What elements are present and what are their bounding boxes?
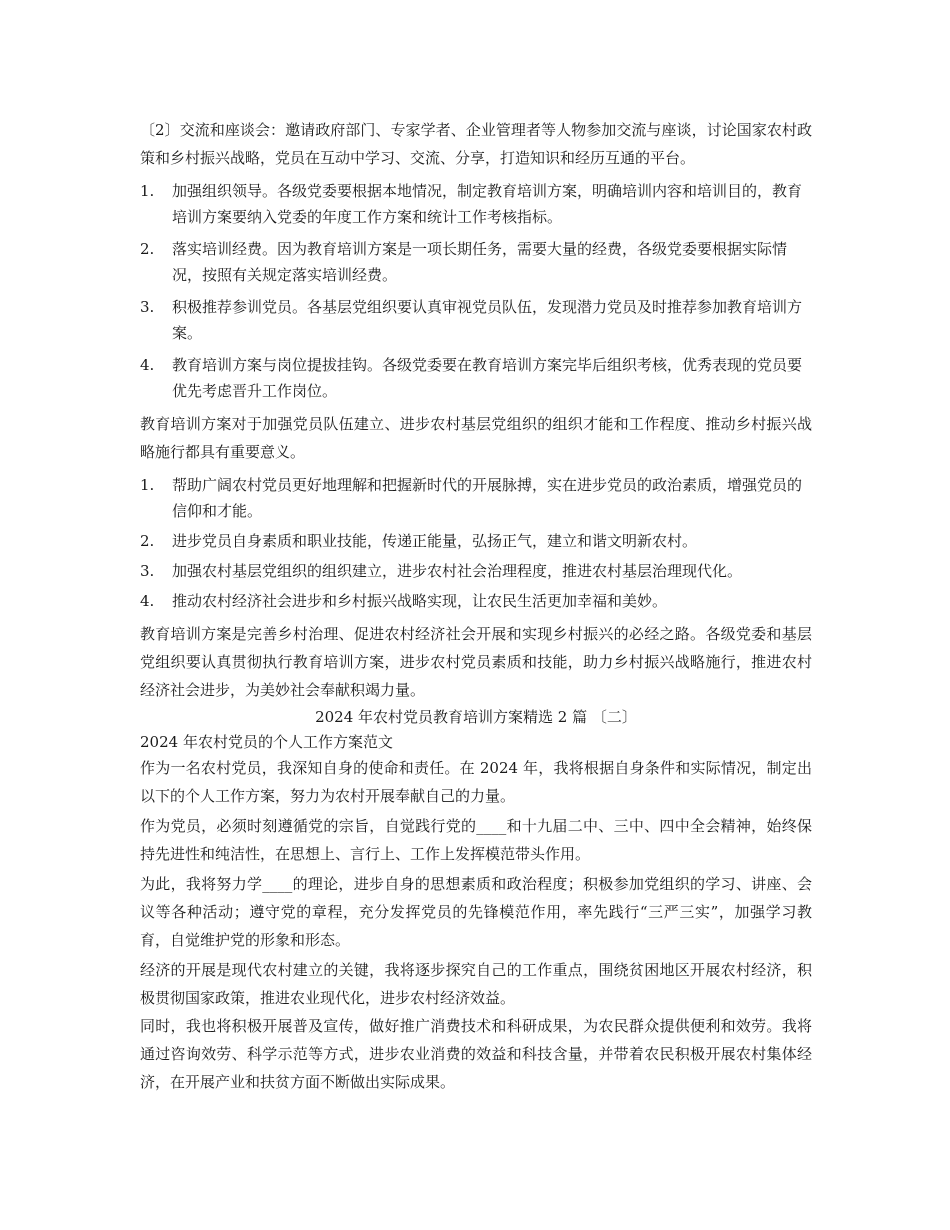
list-number: 1. bbox=[140, 476, 155, 494]
list-item-text: 积极推荐参训党员。各基层党组织要认真审视党员队伍，发现潜力党员及时推荐参加教育培训方案。 bbox=[172, 298, 803, 342]
list-item bbox=[140, 588, 812, 614]
body-paragraph: 经济的开展是现代农村建立的关键，我将逐步探究自己的工作重点，围绕贫困地区开展农村经济，积极贯彻国家政策，推进农业现代化，进步农村经济效益。 bbox=[140, 961, 812, 1007]
document-page bbox=[140, 116, 812, 1096]
list-number: 2. bbox=[140, 240, 155, 258]
body-paragraph: 作为党员，必须时刻遵循党的宗旨，自觉践行党的____和十九届二中、三中、四中全会精神，始终保持先进性和纯洁性，在思想上、言行上、工作上发挥模范带头作用。 bbox=[140, 817, 812, 863]
section-title: 2024 年农村党员教育培训方案精选 2 篇 〔二〕 bbox=[315, 708, 637, 726]
conclusion-paragraph: 教育培训方案是完善乡村治理、促进农村经济社会开展和实现乡村振兴的必经之路。各级党委和基层党组织要认真贯彻执行教育培训方案，进步农村党员素质和技能，助力乡村振兴战略施行，推进农村经济社会进步，为美妙社会奉献积竭力量。 bbox=[140, 625, 812, 699]
list-item-text: 加强农村基层党组织的组织建立，进步农村社会治理程度，推进农村基层治理现代化。 bbox=[172, 562, 743, 580]
list-item bbox=[140, 558, 812, 584]
list-item bbox=[140, 236, 812, 288]
list-item bbox=[140, 178, 812, 230]
list-number: 2. bbox=[140, 532, 155, 550]
list-number: 3. bbox=[140, 562, 155, 580]
list-item bbox=[140, 528, 812, 554]
significance-paragraph: 教育培训方案对于加强党员队伍建立、进步农村基层党组织的组织才能和工作程度、推动乡村振兴战略施行都具有重要意义。 bbox=[140, 415, 812, 461]
list-item-text: 推动农村经济社会进步和乡村振兴战略实现，让农民生活更加幸福和美妙。 bbox=[172, 592, 668, 610]
measures-list bbox=[140, 178, 812, 404]
list-item-text: 落实培训经费。因为教育培训方案是一项长期任务，需要大量的经费，各级党委要根据实际情况，按照有关规定落实培训经费。 bbox=[172, 240, 788, 284]
sub-heading: 2024 年农村党员的个人工作方案范文 bbox=[140, 733, 393, 751]
body-paragraph: 作为一名农村党员，我深知自身的使命和责任。在 2024 年，我将根据自身条件和实际情况，制定出以下的个人工作方案，努力为农村开展奉献自己的力量。 bbox=[140, 759, 812, 805]
list-item-text: 进步党员自身素质和职业技能，传递正能量，弘扬正气，建立和谐文明新农村。 bbox=[172, 532, 698, 550]
list-number: 4. bbox=[140, 356, 155, 374]
list-item bbox=[140, 472, 812, 524]
body-paragraph: 同时，我也将积极开展普及宣传，做好推广消费技术和科研成果，为农民群众提供便利和效劳。我将通过咨询效劳、科学示范等方式，进步农业消费的效益和科技含量，并带着农民积极开展农村集体经济，在开展产业和扶贫方面不断做出实际成果。 bbox=[140, 1017, 812, 1091]
list-item bbox=[140, 352, 812, 404]
intro-paragraph: 〔2〕交流和座谈会：邀请政府部门、专家学者、企业管理者等人物参加交流与座谈，讨论国家农村政策和乡村振兴战略，党员在互动中学习、交流、分享，打造知识和经历互通的平台。 bbox=[140, 121, 812, 167]
list-item-text: 教育培训方案与岗位提拔挂钩。各级党委要在教育培训方案完毕后组织考核，优秀表现的党员要优先考虑晋升工作岗位。 bbox=[172, 356, 803, 400]
body-paragraph: 为此，我将努力学____的理论，进步自身的思想素质和政治程度；积极参加党组织的学习、讲座、会议等各种活动；遵守党的章程，充分发挥党员的先锋模范作用，率先践行“三严三实”，加强学习教育，自觉维护党的形象和形态。 bbox=[140, 875, 812, 949]
list-item bbox=[140, 294, 812, 346]
list-item-text: 帮助广阔农村党员更好地理解和把握新时代的开展脉搏，实在进步党员的政治素质，增强党员的信仰和才能。 bbox=[172, 476, 803, 520]
list-item-text: 加强组织领导。各级党委要根据本地情况，制定教育培训方案，明确培训内容和培训目的，教育培训方案要纳入党委的年度工作方案和统计工作考核指标。 bbox=[172, 182, 803, 226]
significance-list bbox=[140, 472, 812, 614]
list-number: 3. bbox=[140, 298, 155, 316]
list-number: 4. bbox=[140, 592, 155, 610]
list-number: 1. bbox=[140, 182, 155, 200]
